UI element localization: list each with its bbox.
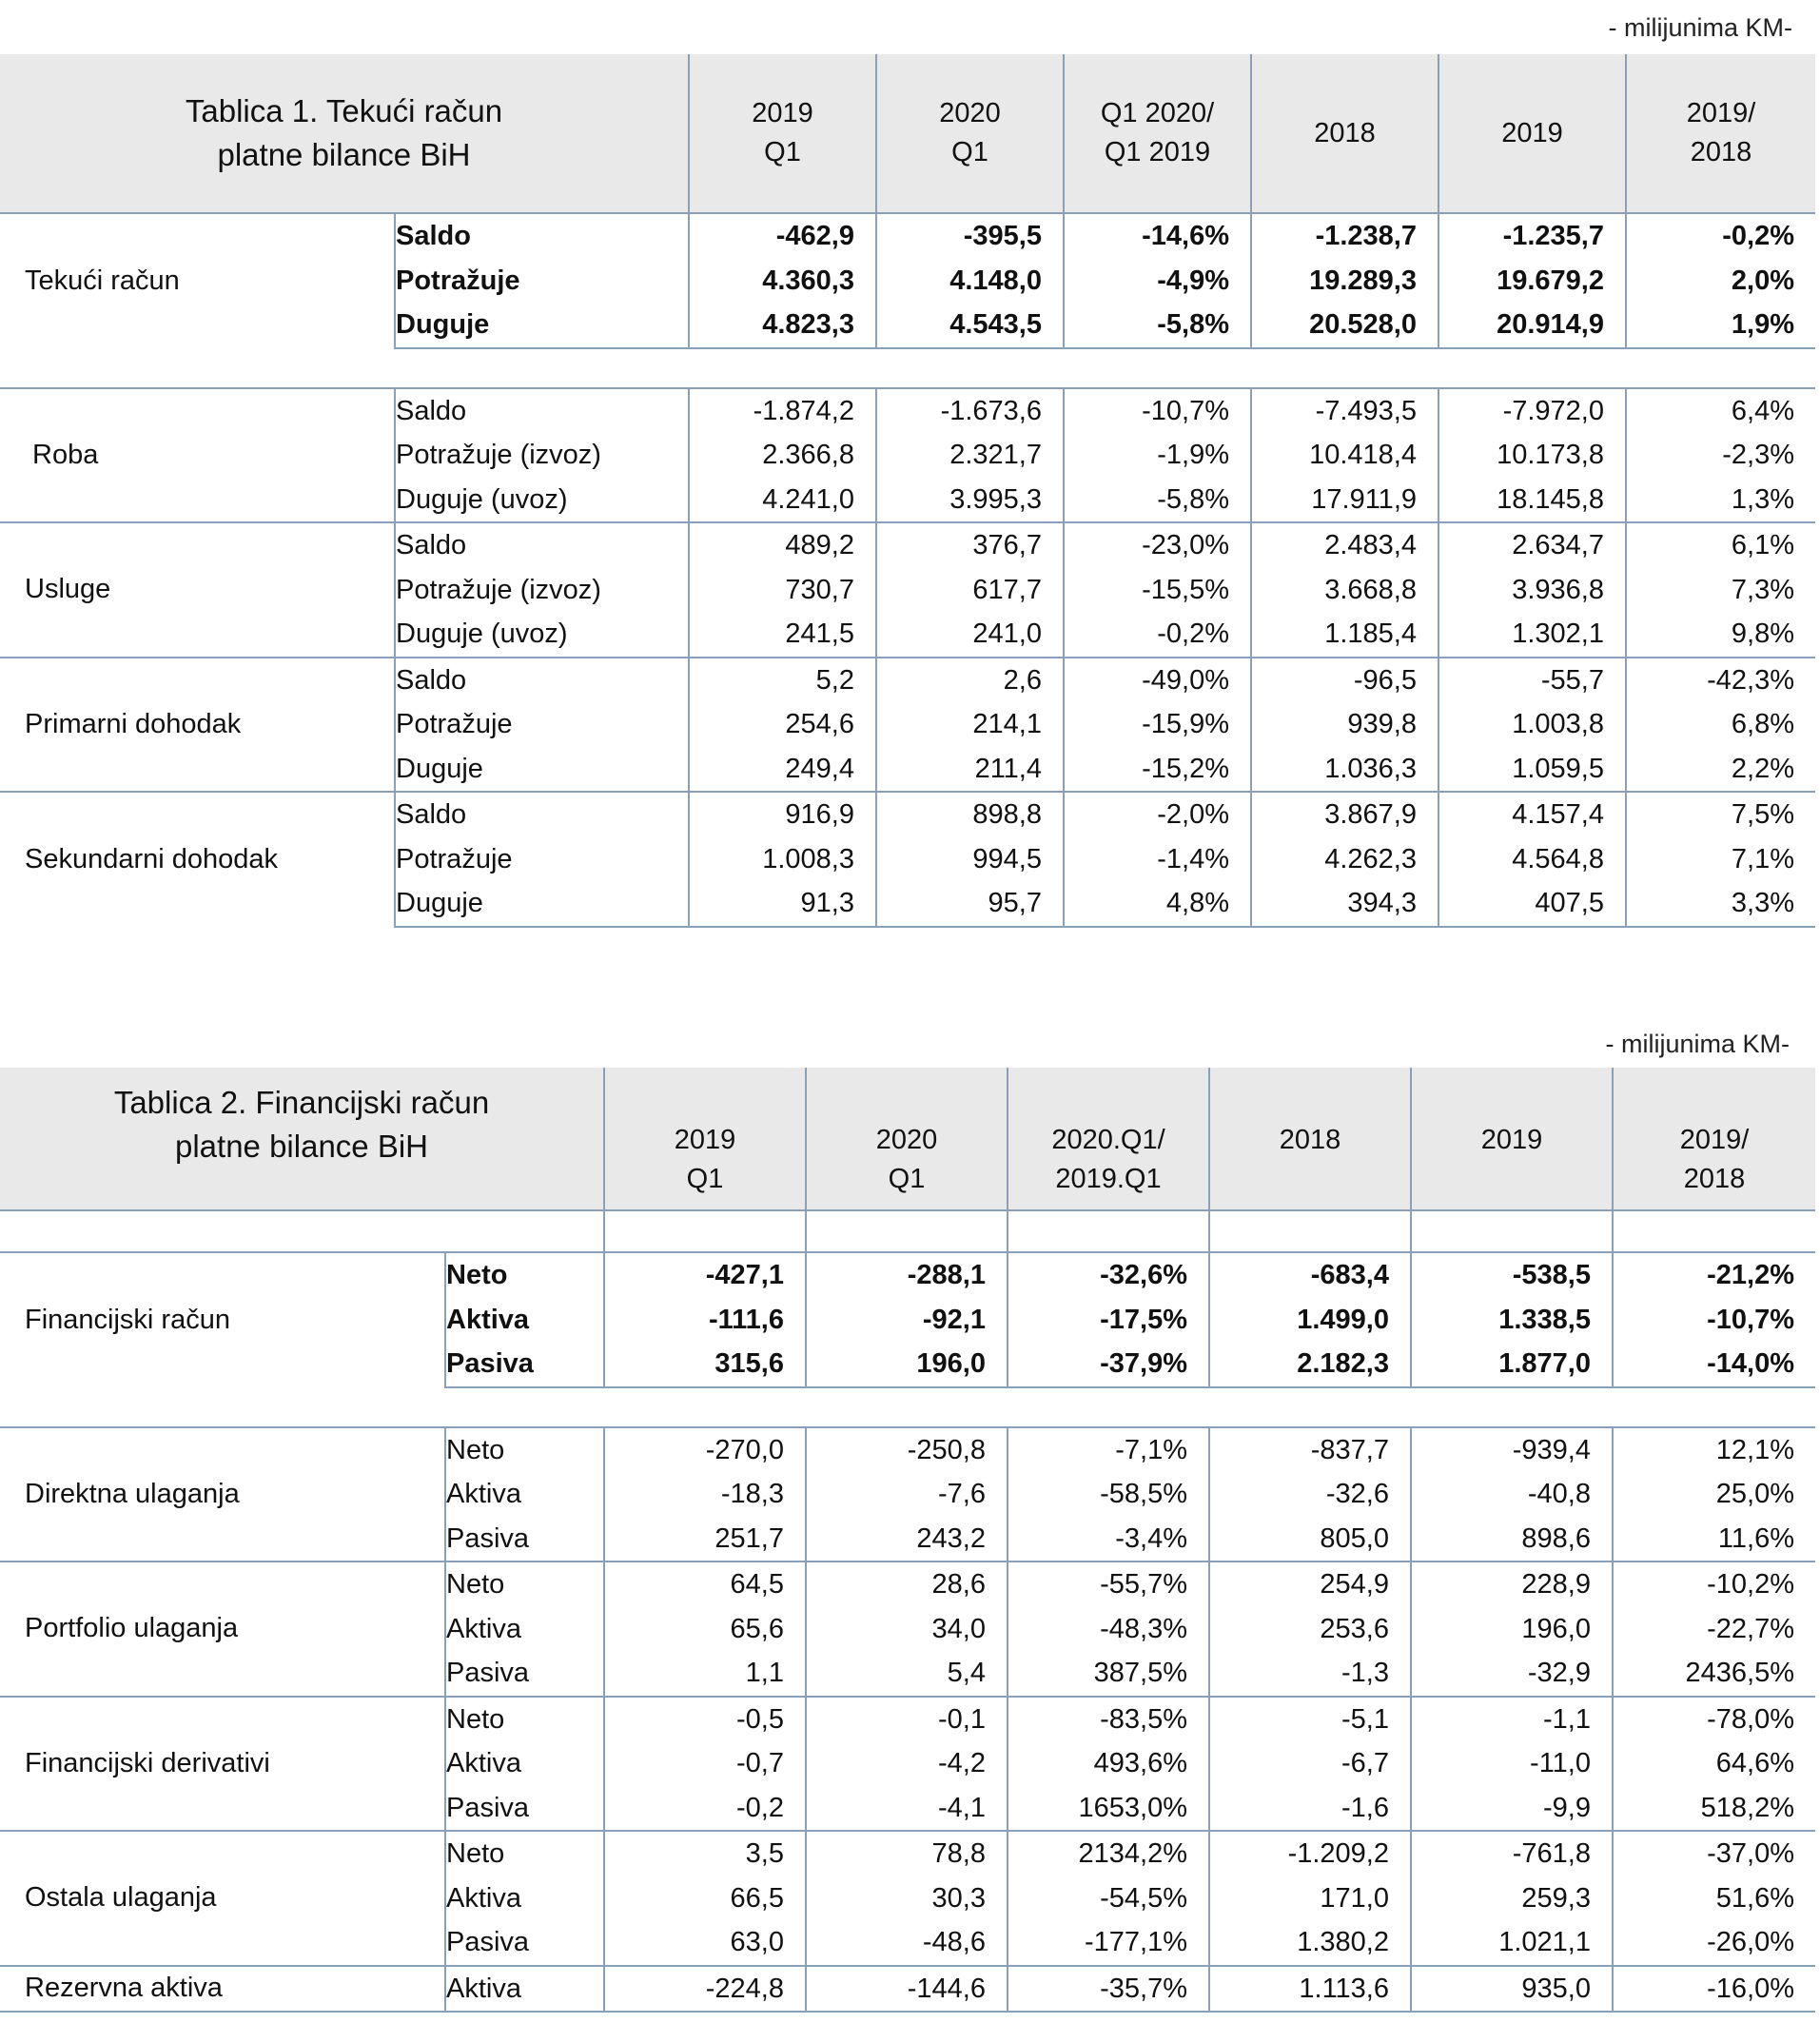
row-group-label: Tekući račun: [0, 213, 395, 348]
table-row: [0, 1831, 1815, 1876]
cell-value: 211,4: [876, 747, 1064, 793]
column-header: [1411, 1068, 1613, 1210]
financial-account-table: [0, 1068, 1815, 2013]
row-group-label: Direktna ulaganja: [0, 1427, 445, 1562]
cell-value: 1.185,4: [1251, 612, 1438, 658]
row-sublabel: Neto: [445, 1561, 604, 1607]
cell-value: 4.543,5: [876, 303, 1064, 348]
cell-value: 19.289,3: [1251, 259, 1438, 304]
column-header-line2: Q1: [951, 137, 988, 167]
cell-value: -1.235,7: [1438, 213, 1626, 259]
cell-value: -15,2%: [1064, 747, 1251, 793]
cell-value: 196,0: [806, 1342, 1008, 1387]
cell-value: -37,9%: [1008, 1342, 1209, 1387]
table-row: [0, 792, 1815, 837]
cell-value: 1,9%: [1626, 303, 1815, 348]
cell-value: 4.823,3: [689, 303, 876, 348]
column-header: [1438, 54, 1626, 213]
cell-value: 939,8: [1251, 702, 1438, 747]
cell-value: -6,7: [1209, 1741, 1411, 1786]
table-row: [0, 1427, 1815, 1473]
cell-value: -14,0%: [1613, 1342, 1815, 1387]
cell-value: -15,5%: [1064, 568, 1251, 613]
cell-value: -4,1: [806, 1786, 1008, 1832]
cell-value: 7,5%: [1626, 792, 1815, 837]
cell-value: 376,7: [876, 522, 1064, 568]
table-row: [0, 1966, 1815, 2013]
cell-value: 730,7: [689, 568, 876, 613]
cell-value: -32,6: [1209, 1472, 1411, 1517]
column-header-line1: 2019: [1501, 117, 1563, 148]
cell-value: 1.499,0: [1209, 1298, 1411, 1343]
cell-value: -55,7: [1438, 658, 1626, 703]
cell-value: -288,1: [806, 1252, 1008, 1298]
cell-value: -18,3: [604, 1472, 806, 1517]
cell-value: 214,1: [876, 702, 1064, 747]
cell-value: 6,1%: [1626, 522, 1815, 568]
row-sublabel: Aktiva: [445, 1472, 604, 1517]
current-account-table: [0, 54, 1815, 928]
cell-value: 394,3: [1251, 881, 1438, 927]
row-sublabel: Neto: [445, 1252, 604, 1298]
column-header-line2: Q1: [686, 1164, 724, 1194]
cell-value: 91,3: [689, 881, 876, 927]
cell-value: -15,9%: [1064, 702, 1251, 747]
column-header-line1: Q1 2020/: [1100, 98, 1215, 128]
cell-value: 18.145,8: [1438, 478, 1626, 523]
cell-value: -0,2: [604, 1786, 806, 1832]
row-sublabel: Neto: [445, 1427, 604, 1473]
cell-value: 259,3: [1411, 1876, 1613, 1921]
cell-value: -0,7: [604, 1741, 806, 1786]
cell-value: -4,2: [806, 1741, 1008, 1786]
cell-value: 898,6: [1411, 1517, 1613, 1562]
column-header-line1: 2020: [875, 1125, 938, 1155]
cell-value: 3,3%: [1626, 881, 1815, 927]
cell-value: 228,9: [1411, 1561, 1613, 1607]
table-row: [0, 522, 1815, 568]
cell-value: -395,5: [876, 213, 1064, 259]
column-header-line2: Q1 2019: [1104, 137, 1211, 167]
cell-value: 1,3%: [1626, 478, 1815, 523]
cell-value: 11,6%: [1613, 1517, 1815, 1562]
cell-value: -7.493,5: [1251, 388, 1438, 434]
cell-value: 20.914,9: [1438, 303, 1626, 348]
cell-value: -250,8: [806, 1427, 1008, 1473]
cell-value: -40,8: [1411, 1472, 1613, 1517]
column-header-line2: 2018: [1690, 137, 1752, 167]
cell-value: 1653,0%: [1008, 1786, 1209, 1832]
cell-value: -48,6: [806, 1920, 1008, 1966]
blank-row: [0, 1210, 1815, 1252]
cell-value: 254,6: [689, 702, 876, 747]
cell-value: -1,1: [1411, 1697, 1613, 1742]
cell-value: -58,5%: [1008, 1472, 1209, 1517]
row-sublabel: Saldo: [395, 388, 689, 434]
cell-value: -5,8%: [1064, 303, 1251, 348]
cell-value: -1,6: [1209, 1786, 1411, 1832]
cell-value: 489,2: [689, 522, 876, 568]
cell-value: 2.366,8: [689, 433, 876, 478]
cell-value: -0,1: [806, 1697, 1008, 1742]
row-sublabel: Saldo: [395, 213, 689, 259]
cell-value: 1.380,2: [1209, 1920, 1411, 1966]
row-sublabel: Potražuje (izvoz): [395, 568, 689, 613]
row-sublabel: Potražuje (izvoz): [395, 433, 689, 478]
column-header-line1: 2019: [674, 1125, 736, 1155]
cell-value: -21,2%: [1613, 1252, 1815, 1298]
cell-value: -11,0: [1411, 1741, 1613, 1786]
cell-value: 251,7: [604, 1517, 806, 1562]
cell-value: 20.528,0: [1251, 303, 1438, 348]
column-header: [604, 1068, 806, 1210]
column-header: [1064, 54, 1251, 213]
cell-value: -26,0%: [1613, 1920, 1815, 1966]
row-sublabel: Duguje (uvoz): [395, 478, 689, 523]
cell-value: -224,8: [604, 1966, 806, 2013]
cell-value: -837,7: [1209, 1427, 1411, 1473]
table-title: [0, 54, 689, 213]
row-sublabel: Neto: [445, 1697, 604, 1742]
cell-value: -17,5%: [1008, 1298, 1209, 1343]
cell-value: -3,4%: [1008, 1517, 1209, 1562]
column-header: [1251, 54, 1438, 213]
cell-value: 2,6: [876, 658, 1064, 703]
cell-value: 171,0: [1209, 1876, 1411, 1921]
cell-value: 916,9: [689, 792, 876, 837]
column-header-line2: Q1: [764, 137, 801, 167]
column-header-line1: 2020: [939, 98, 1001, 128]
cell-value: 65,6: [604, 1607, 806, 1652]
row-sublabel: Aktiva: [445, 1966, 604, 2013]
column-header-line2: 2018: [1683, 1164, 1746, 1194]
cell-value: -761,8: [1411, 1831, 1613, 1876]
cell-value: 241,0: [876, 612, 1064, 658]
cell-value: -111,6: [604, 1298, 806, 1343]
cell-value: 254,9: [1209, 1561, 1411, 1607]
table-title-line1: Tablica 1. Tekući račun: [185, 93, 503, 128]
cell-value: 253,6: [1209, 1607, 1411, 1652]
cell-value: 1,1: [604, 1651, 806, 1697]
cell-value: -1.874,2: [689, 388, 876, 434]
cell-value: -48,3%: [1008, 1607, 1209, 1652]
column-header-line1: 2018: [1314, 117, 1376, 148]
row-sublabel: Duguje: [395, 881, 689, 927]
row-sublabel: Potražuje: [395, 702, 689, 747]
cell-value: -427,1: [604, 1252, 806, 1298]
cell-value: 518,2%: [1613, 1786, 1815, 1832]
cell-value: -92,1: [806, 1298, 1008, 1343]
cell-value: 1.302,1: [1438, 612, 1626, 658]
cell-value: -462,9: [689, 213, 876, 259]
cell-value: 1.021,1: [1411, 1920, 1613, 1966]
cell-value: -55,7%: [1008, 1561, 1209, 1607]
cell-value: 4.564,8: [1438, 837, 1626, 882]
cell-value: 1.036,3: [1251, 747, 1438, 793]
cell-value: 17.911,9: [1251, 478, 1438, 523]
row-sublabel: Pasiva: [445, 1342, 604, 1387]
cell-value: -10,7%: [1613, 1298, 1815, 1343]
cell-value: 10.418,4: [1251, 433, 1438, 478]
table-row: [0, 1561, 1815, 1607]
cell-value: 6,8%: [1626, 702, 1815, 747]
cell-value: 5,4: [806, 1651, 1008, 1697]
row-group-label: Sekundarni dohodak: [0, 792, 395, 927]
table-title: [0, 1068, 604, 1210]
column-header: [689, 54, 876, 213]
cell-value: -2,0%: [1064, 792, 1251, 837]
row-sublabel: Potražuje: [395, 837, 689, 882]
row-sublabel: Saldo: [395, 792, 689, 837]
column-header-line1: 2018: [1279, 1125, 1341, 1155]
cell-value: 3.995,3: [876, 478, 1064, 523]
row-sublabel: Duguje (uvoz): [395, 612, 689, 658]
cell-value: 2,0%: [1626, 259, 1815, 304]
cell-value: 241,5: [689, 612, 876, 658]
cell-value: -23,0%: [1064, 522, 1251, 568]
row-group-label: Portfolio ulaganja: [0, 1561, 445, 1697]
table-title-line2: platne bilance BiH: [175, 1129, 428, 1164]
cell-value: -683,4: [1209, 1252, 1411, 1298]
cell-value: 66,5: [604, 1876, 806, 1921]
cell-value: -5,8%: [1064, 478, 1251, 523]
cell-value: 2134,2%: [1008, 1831, 1209, 1876]
cell-value: 3.668,8: [1251, 568, 1438, 613]
column-header-line1: 2019: [1480, 1125, 1543, 1155]
column-header: [806, 1068, 1008, 1210]
cell-value: 1.008,3: [689, 837, 876, 882]
cell-value: 9,8%: [1626, 612, 1815, 658]
cell-value: 243,2: [806, 1517, 1008, 1562]
cell-value: 898,8: [876, 792, 1064, 837]
column-header-line2: 2019.Q1: [1055, 1164, 1162, 1194]
cell-value: -0,2%: [1064, 612, 1251, 658]
cell-value: 2.321,7: [876, 433, 1064, 478]
cell-value: 64,6%: [1613, 1741, 1815, 1786]
cell-value: -538,5: [1411, 1252, 1613, 1298]
cell-value: 12,1%: [1613, 1427, 1815, 1473]
cell-value: -10,2%: [1613, 1561, 1815, 1607]
cell-value: 1.059,5: [1438, 747, 1626, 793]
cell-value: -5,1: [1209, 1697, 1411, 1742]
cell-value: 4.241,0: [689, 478, 876, 523]
cell-value: 1.003,8: [1438, 702, 1626, 747]
cell-value: -1.238,7: [1251, 213, 1438, 259]
row-sublabel: Potražuje: [395, 259, 689, 304]
cell-value: -270,0: [604, 1427, 806, 1473]
cell-value: 25,0%: [1613, 1472, 1815, 1517]
cell-value: 3.936,8: [1438, 568, 1626, 613]
cell-value: -1,4%: [1064, 837, 1251, 882]
row-sublabel: Pasiva: [445, 1651, 604, 1697]
table-header: [0, 1068, 1815, 1210]
row-group-label: Rezervna aktiva: [0, 1966, 445, 2013]
table-row: [0, 1252, 1815, 1298]
row-sublabel: Aktiva: [445, 1298, 604, 1343]
row-sublabel: Pasiva: [445, 1517, 604, 1562]
cell-value: 34,0: [806, 1607, 1008, 1652]
row-group-label: Financijski račun: [0, 1252, 445, 1387]
cell-value: 30,3: [806, 1876, 1008, 1921]
cell-value: 407,5: [1438, 881, 1626, 927]
cell-value: 4.157,4: [1438, 792, 1626, 837]
cell-value: 1.113,6: [1209, 1966, 1411, 2013]
cell-value: -177,1%: [1008, 1920, 1209, 1966]
cell-value: -2,3%: [1626, 433, 1815, 478]
cell-value: -42,3%: [1626, 658, 1815, 703]
cell-value: -10,7%: [1064, 388, 1251, 434]
cell-value: -7,1%: [1008, 1427, 1209, 1473]
row-sublabel: Saldo: [395, 658, 689, 703]
column-header-line1: 2019: [752, 98, 813, 128]
column-header: [1613, 1068, 1815, 1210]
cell-value: -4,9%: [1064, 259, 1251, 304]
cell-value: 3,5: [604, 1831, 806, 1876]
cell-value: -32,6%: [1008, 1252, 1209, 1298]
cell-value: 78,8: [806, 1831, 1008, 1876]
cell-value: -32,9: [1411, 1651, 1613, 1697]
cell-value: -1,3: [1209, 1651, 1411, 1697]
cell-value: 7,1%: [1626, 837, 1815, 882]
cell-value: 2,2%: [1626, 747, 1815, 793]
cell-value: 805,0: [1209, 1517, 1411, 1562]
cell-value: 28,6: [806, 1561, 1008, 1607]
cell-value: -0,2%: [1626, 213, 1815, 259]
row-sublabel: Aktiva: [445, 1876, 604, 1921]
cell-value: -78,0%: [1613, 1697, 1815, 1742]
cell-value: 3.867,9: [1251, 792, 1438, 837]
column-header-line1: 2019/: [1679, 1125, 1750, 1155]
cell-value: -22,7%: [1613, 1607, 1815, 1652]
spacer-row: [0, 1387, 1815, 1427]
cell-value: 95,7: [876, 881, 1064, 927]
row-group-label: Roba: [0, 388, 395, 523]
cell-value: 4,8%: [1064, 881, 1251, 927]
cell-value: -35,7%: [1008, 1966, 1209, 2013]
column-header: [1008, 1068, 1209, 1210]
row-sublabel: Pasiva: [445, 1920, 604, 1966]
cell-value: -37,0%: [1613, 1831, 1815, 1876]
row-sublabel: Duguje: [395, 747, 689, 793]
cell-value: 196,0: [1411, 1607, 1613, 1652]
column-header-line2: Q1: [888, 1164, 926, 1194]
cell-value: 493,6%: [1008, 1741, 1209, 1786]
row-group-label: Financijski derivativi: [0, 1697, 445, 1832]
table-header: [0, 54, 1815, 213]
cell-value: 5,2: [689, 658, 876, 703]
cell-value: 7,3%: [1626, 568, 1815, 613]
cell-value: 19.679,2: [1438, 259, 1626, 304]
cell-value: -49,0%: [1064, 658, 1251, 703]
cell-value: -1.673,6: [876, 388, 1064, 434]
unit-label: - milijunima KM-: [1608, 13, 1792, 42]
cell-value: 2.483,4: [1251, 522, 1438, 568]
cell-value: 935,0: [1411, 1966, 1613, 2013]
cell-value: -96,5: [1251, 658, 1438, 703]
cell-value: 249,4: [689, 747, 876, 793]
cell-value: 4.262,3: [1251, 837, 1438, 882]
row-group-label: Ostala ulaganja: [0, 1831, 445, 1966]
cell-value: 994,5: [876, 837, 1064, 882]
cell-value: 1.338,5: [1411, 1298, 1613, 1343]
cell-value: 63,0: [604, 1920, 806, 1966]
column-header: [876, 54, 1064, 213]
unit-label-2: - milijunima KM-: [1605, 1030, 1790, 1058]
table-row: [0, 388, 1815, 434]
cell-value: 6,4%: [1626, 388, 1815, 434]
spacer-row: [0, 348, 1815, 388]
cell-value: -14,6%: [1064, 213, 1251, 259]
row-sublabel: Pasiva: [445, 1786, 604, 1832]
table-row: [0, 213, 1815, 259]
table-row: [0, 1697, 1815, 1742]
column-header-line1: 2020.Q1/: [1051, 1125, 1165, 1155]
row-sublabel: Aktiva: [445, 1607, 604, 1652]
cell-value: 2.182,3: [1209, 1342, 1411, 1387]
cell-value: 10.173,8: [1438, 433, 1626, 478]
cell-value: 4.148,0: [876, 259, 1064, 304]
cell-value: -9,9: [1411, 1786, 1613, 1832]
row-group-label: Usluge: [0, 522, 395, 658]
cell-value: -83,5%: [1008, 1697, 1209, 1742]
cell-value: 64,5: [604, 1561, 806, 1607]
cell-value: 2.634,7: [1438, 522, 1626, 568]
cell-value: 387,5%: [1008, 1651, 1209, 1697]
cell-value: 315,6: [604, 1342, 806, 1387]
cell-value: 2436,5%: [1613, 1651, 1815, 1697]
row-group-label: Primarni dohodak: [0, 658, 395, 793]
table-title-line1: Tablica 2. Financijski račun: [113, 1085, 490, 1120]
row-sublabel: Neto: [445, 1831, 604, 1876]
row-sublabel: Duguje: [395, 303, 689, 348]
cell-value: -0,5: [604, 1697, 806, 1742]
cell-value: -7,6: [806, 1472, 1008, 1517]
cell-value: 617,7: [876, 568, 1064, 613]
cell-value: -54,5%: [1008, 1876, 1209, 1921]
cell-value: 51,6%: [1613, 1876, 1815, 1921]
table-row: [0, 658, 1815, 703]
row-sublabel: Aktiva: [445, 1741, 604, 1786]
cell-value: 1.877,0: [1411, 1342, 1613, 1387]
column-header: [1209, 1068, 1411, 1210]
cell-value: 4.360,3: [689, 259, 876, 304]
row-sublabel: Saldo: [395, 522, 689, 568]
cell-value: -16,0%: [1613, 1966, 1815, 2013]
cell-value: -7.972,0: [1438, 388, 1626, 434]
column-header: [1626, 54, 1815, 213]
cell-value: -1,9%: [1064, 433, 1251, 478]
column-header-line1: 2019/: [1686, 98, 1756, 128]
cell-value: -1.209,2: [1209, 1831, 1411, 1876]
table-title-line2: platne bilance BiH: [217, 137, 471, 172]
cell-value: -939,4: [1411, 1427, 1613, 1473]
cell-value: -144,6: [806, 1966, 1008, 2013]
